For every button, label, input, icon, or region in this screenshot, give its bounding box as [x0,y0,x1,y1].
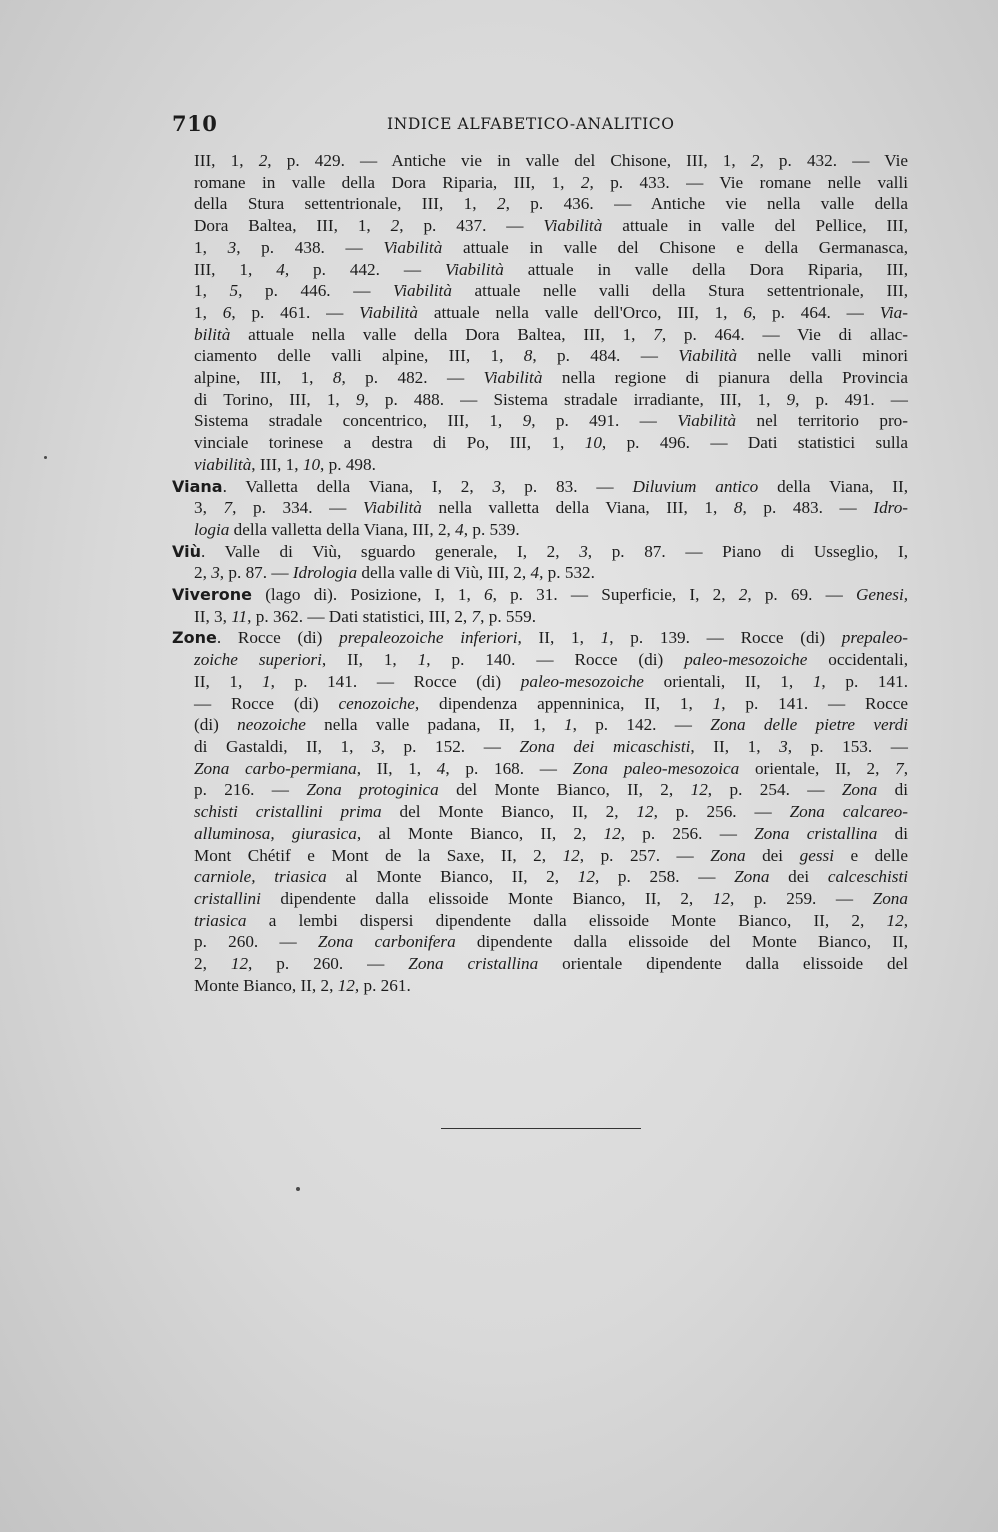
index-line: della Stura settentrionale, III, 1, 2, p. 436. — Antiche vie nella valle della [194,194,908,214]
index-line: — Rocce (di) cenozoiche, dipendenza appenninica, II, 1, 1, p. 141. — Rocce [194,693,909,713]
index-line: 1, 5, p. 446. — Viabilità attuale nelle valli della Stura settentrionale, III, [194,281,909,301]
running-title: INDICE ALFABETICO-ANALITICO [387,115,675,133]
print-speck [296,1187,300,1191]
index-line: III, 1, 2, p. 429. — Antiche vie in valle del Chisone, III, 1, 2, p. 432. — Vie [194,151,909,170]
index-line: Sistema stradale concentrico, III, 1, 9, p. 491. — Viabilità nel territorio pro- [194,411,908,431]
page-number: 710 [172,111,218,136]
index-line: alpine, III, 1, 8, p. 482. — Viabilità nella regione di pianura della Provincia [194,368,908,388]
index-line: bilità attuale nella valle della Dora Baltea, III, 1, 7, p. 464. — Vie di allac- [194,324,908,344]
index-line: p. 216. — Zona protoginica del Monte Bianco, II, 2, 12, p. 254. — Zona di [194,780,908,800]
end-rule [441,1128,641,1129]
index-line: II, 1, 1, p. 141. — Rocce (di) paleo-mesozoiche orientali, II, 1, 1, p. 141. [194,671,909,691]
index-line: III, 1, 4, p. 442. — Viabilità attuale in valle della Dora Riparia, III, [194,259,909,279]
index-line: 2, 3, p. 87. — Idrologia della valle di Viù, III, 2, 4, p. 532. [194,563,595,583]
index-line: (di) neozoiche nella valle padana, II, 1, 1, p. 142. — Zona delle pietre verdi [194,715,909,735]
index-line: carniole, triasica al Monte Bianco, II, 2, 12, p. 258. — Zona dei calceschisti [194,867,908,887]
index-entry-line: Viana. Valletta della Viana, I, 2, 3, p. 83. — Diluvium antico della Viana, II, [172,476,908,496]
print-speck [44,456,47,459]
index-line: logia della valletta della Viana, III, 2, 4, p. 539. [194,519,520,539]
index-line: triasica a lembi dispersi dipendente dalla elissoide Monte Bianco, II, 2, 12, [194,910,908,930]
index-line: II, 3, 11, p. 362. — Dati statistici, III, 2, 7, p. 559. [194,606,536,626]
index-line: 2, 12, p. 260. — Zona cristallina orientale dipendente dalla elissoide del [194,954,909,974]
index-line: 1, 3, p. 438. — Viabilità attuale in valle del Chisone e della Germanasca, [194,237,909,257]
index-line: schisti cristallini prima del Monte Bianco, II, 2, 12, p. 256. — Zona calcareo- [194,802,909,822]
index-line: Dora Baltea, III, 1, 2, p. 437. — Viabilità attuale in valle del Pellice, III, [194,216,909,236]
index-line: di Torino, III, 1, 9, p. 488. — Sistema stradale irradiante, III, 1, 9, p. 491. — [194,389,908,409]
index-line: viabilità, III, 1, 10, p. 498. [194,454,376,474]
index-line: alluminosa, giurasica, al Monte Bianco, II, 2, 12, p. 256. — Zona cristallina di [194,823,908,843]
index-line: 3, 7, p. 334. — Viabilità nella valletta della Viana, III, 1, 8, p. 483. — Idro- [194,498,909,518]
index-line: p. 260. — Zona carbonifera dipendente dalla elissoide del Monte Bianco, II, [194,932,908,952]
index-line: 1, 6, p. 461. — Viabilità attuale nella valle dell'Orco, III, 1, 6, p. 464. — Via- [194,302,909,322]
index-entry-line: Zone. Rocce (di) prepaleozoiche inferiori, II, 1, 1, p. 139. — Rocce (di) prepaleo- [172,628,908,648]
index-line: Mont Chétif e Mont de la Saxe, II, 2, 12, p. 257. — Zona dei gessi e delle [194,845,909,865]
index-line: ciamento delle valli alpine, III, 1, 8, p. 484. — Viabilità nelle valli minori [194,346,909,366]
index-line: Monte Bianco, II, 2, 12, p. 261. [194,975,411,995]
index-text [172,150,909,996]
page-header [172,111,910,141]
index-line: zoiche superiori, II, 1, 1, p. 140. — Rocce (di) paleo-mesozoiche occidentali, [194,650,909,670]
index-entry-line: Viverone (lago di). Posizione, I, 1, 6, p. 31. — Superficie, I, 2, 2, p. 69. — Genesi, [172,585,909,605]
index-line: di Gastaldi, II, 1, 3, p. 152. — Zona dei micaschisti, II, 1, 3, p. 153. — [194,736,908,756]
index-line: vinciale torinese a destra di Po, III, 1, 10, p. 496. — Dati statistici sulla [194,433,908,453]
index-entry-line: Viù. Valle di Viù, sguardo generale, I, 2, 3, p. 87. — Piano di Usseglio, I, [172,541,908,561]
index-line: romane in valle della Dora Riparia, III, 1, 2, p. 433. — Vie romane nelle valli [194,172,908,192]
index-line: Zona carbo-permiana, II, 1, 4, p. 168. — Zona paleo-mesozoica orientale, II, 2, 7, [194,758,908,778]
index-line: cristallini dipendente dalla elissoide Monte Bianco, II, 2, 12, p. 259. — Zona [194,888,908,908]
